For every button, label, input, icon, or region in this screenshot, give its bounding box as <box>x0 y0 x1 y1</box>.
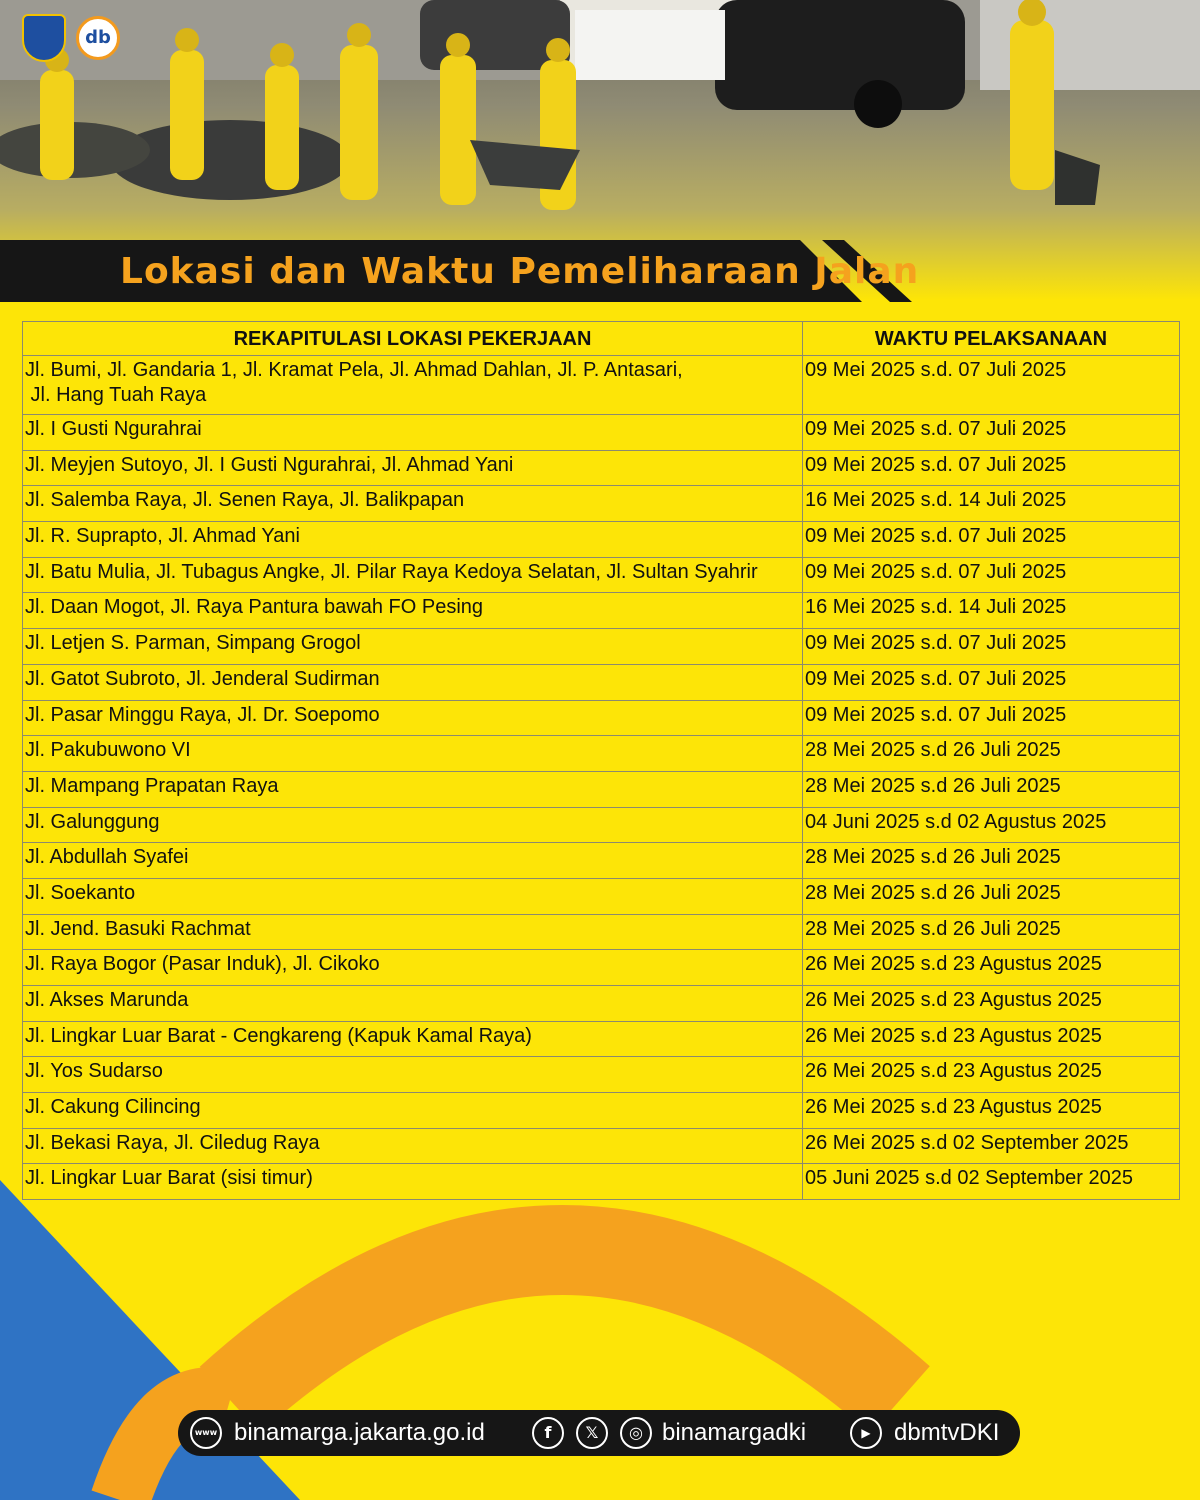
location-cell <box>23 914 803 950</box>
table-row <box>23 557 1180 593</box>
location-cell <box>23 415 803 451</box>
table-row <box>23 664 1180 700</box>
time-cell: 09 Mei 2025 s.d. 07 Juli 2025 <box>803 629 1180 665</box>
table-header-row <box>23 322 1180 356</box>
location-text: Jl. Lingkar Luar Barat - Cengkareng (Kapuk Kamal Raya) <box>25 1024 532 1047</box>
location-cell <box>23 1057 803 1093</box>
location-text: Jl. Abdullah Syafei <box>25 846 189 869</box>
time-cell: 26 Mei 2025 s.d 23 Agustus 2025 <box>803 950 1180 986</box>
location-text: Jl. Salemba Raya, Jl. Senen Raya, Jl. Balikpapan <box>25 489 465 512</box>
time-cell: 16 Mei 2025 s.d. 14 Juli 2025 <box>803 593 1180 629</box>
table-row <box>23 700 1180 736</box>
table-row <box>23 950 1180 986</box>
location-cell <box>23 950 803 986</box>
time-cell: 28 Mei 2025 s.d 26 Juli 2025 <box>803 736 1180 772</box>
time-cell: 28 Mei 2025 s.d 26 Juli 2025 <box>803 878 1180 914</box>
time-cell: 09 Mei 2025 s.d. 07 Juli 2025 <box>803 450 1180 486</box>
location-text: Jl. Akses Marunda <box>25 989 189 1011</box>
location-text: Jl. Letjen S. Parman, Simpang Grogol <box>25 632 361 655</box>
table-row <box>23 1164 1180 1200</box>
location-text: Jl. R. Suprapto, Jl. Ahmad Yani <box>25 525 300 548</box>
location-text: Jl. I Gusti Ngurahrai <box>25 418 202 440</box>
location-cell <box>23 878 803 914</box>
location-text: Jl. Bumi, Jl. Gandaria 1, Jl. Kramat Pela, Jl. Ahmad Dahlan, Jl. P. Antasari, <box>25 359 683 381</box>
location-cell <box>23 807 803 843</box>
footer-bar <box>178 1410 1020 1456</box>
location-text: Jl. Soekanto <box>25 881 136 904</box>
time-cell: 26 Mei 2025 s.d 23 Agustus 2025 <box>803 1021 1180 1057</box>
location-text: Jl. Lingkar Luar Barat (sisi timur) <box>25 1167 313 1190</box>
location-cell <box>23 843 803 879</box>
instagram-icon[interactable]: ◎ <box>620 1417 652 1449</box>
location-cell <box>23 356 803 415</box>
table-row <box>23 771 1180 807</box>
location-cell <box>23 664 803 700</box>
location-text: Jl. Jend. Basuki Rachmat <box>25 917 251 940</box>
globe-icon: www <box>190 1417 222 1449</box>
table-row <box>23 986 1180 1022</box>
table-row <box>23 415 1180 451</box>
location-text-line2: Jl. Hang Tuah Raya <box>25 384 207 406</box>
time-cell: 26 Mei 2025 s.d 23 Agustus 2025 <box>803 986 1180 1022</box>
table-row <box>23 1093 1180 1129</box>
table-row <box>23 486 1180 522</box>
table-row <box>23 356 1180 415</box>
table-row <box>23 450 1180 486</box>
location-text: Jl. Mampang Prapatan Raya <box>25 774 279 797</box>
location-cell <box>23 1021 803 1057</box>
time-cell: 28 Mei 2025 s.d 26 Juli 2025 <box>803 914 1180 950</box>
location-cell <box>23 1093 803 1129</box>
location-text: Jl. Gatot Subroto, Jl. Jenderal Sudirman <box>25 667 380 690</box>
location-text: Jl. Bekasi Raya, Jl. Ciledug Raya <box>25 1131 320 1154</box>
location-text: Jl. Meyjen Sutoyo, Jl. I Gusti Ngurahrai, Jl. Ahmad Yani <box>25 453 514 476</box>
column-header-location: REKAPITULASI LOKASI PEKERJAAN <box>23 322 803 356</box>
location-cell <box>23 450 803 486</box>
time-cell: 28 Mei 2025 s.d 26 Juli 2025 <box>803 771 1180 807</box>
location-cell <box>23 522 803 558</box>
schedule-table <box>22 321 1180 1200</box>
time-cell: 26 Mei 2025 s.d 23 Agustus 2025 <box>803 1093 1180 1129</box>
location-cell <box>23 986 803 1022</box>
column-header-time: WAKTU PELAKSANAAN <box>803 322 1180 356</box>
table-row <box>23 1057 1180 1093</box>
website-link[interactable]: binamarga.jakarta.go.id <box>234 1419 485 1446</box>
location-cell <box>23 700 803 736</box>
table-row <box>23 914 1180 950</box>
table-row <box>23 878 1180 914</box>
time-cell: 05 Juni 2025 s.d 02 September 2025 <box>803 1164 1180 1200</box>
table-body <box>23 356 1180 1200</box>
table-row <box>23 843 1180 879</box>
location-cell <box>23 629 803 665</box>
location-text: Jl. Daan Mogot, Jl. Raya Pantura bawah FO Pesing <box>25 596 484 619</box>
table-row <box>23 593 1180 629</box>
facebook-icon[interactable]: f <box>532 1417 564 1449</box>
schedule-table-container <box>22 321 1179 1200</box>
time-cell: 28 Mei 2025 s.d 26 Juli 2025 <box>803 843 1180 879</box>
time-cell: 26 Mei 2025 s.d 23 Agustus 2025 <box>803 1057 1180 1093</box>
location-cell <box>23 557 803 593</box>
location-cell <box>23 486 803 522</box>
location-text: Jl. Cakung Cilincing <box>25 1096 201 1119</box>
time-cell: 09 Mei 2025 s.d. 07 Juli 2025 <box>803 415 1180 451</box>
table-row <box>23 629 1180 665</box>
time-cell: 09 Mei 2025 s.d. 07 Juli 2025 <box>803 522 1180 558</box>
social-handle[interactable]: binamargadki <box>662 1419 807 1446</box>
location-text: Jl. Yos Sudarso <box>25 1060 163 1083</box>
page-title: Lokasi dan Waktu Pemeliharaan Jalan <box>120 251 920 292</box>
location-cell <box>23 736 803 772</box>
time-cell: 04 Juni 2025 s.d 02 Agustus 2025 <box>803 807 1180 843</box>
x-icon[interactable]: 𝕏 <box>576 1417 608 1449</box>
table-row <box>23 1128 1180 1164</box>
table-row <box>23 807 1180 843</box>
bina-marga-logo-icon: db <box>76 16 120 60</box>
table-row <box>23 736 1180 772</box>
time-cell: 09 Mei 2025 s.d. 07 Juli 2025 <box>803 700 1180 736</box>
location-text: Jl. Galunggung <box>25 810 160 833</box>
time-cell: 09 Mei 2025 s.d. 07 Juli 2025 <box>803 356 1180 415</box>
youtube-handle[interactable]: dbmtvDKI <box>894 1419 1000 1446</box>
location-cell <box>23 1128 803 1164</box>
location-text: Jl. Pakubuwono VI <box>25 739 191 762</box>
table-row <box>23 522 1180 558</box>
location-cell <box>23 1164 803 1200</box>
time-cell: 26 Mei 2025 s.d 02 September 2025 <box>803 1128 1180 1164</box>
location-text: Jl. Batu Mulia, Jl. Tubagus Angke, Jl. Pilar Raya Kedoya Selatan, Jl. Sultan Syahrir <box>25 560 758 583</box>
location-cell <box>23 771 803 807</box>
time-cell: 09 Mei 2025 s.d. 07 Juli 2025 <box>803 557 1180 593</box>
youtube-icon[interactable]: ▶ <box>850 1417 882 1449</box>
table-row <box>23 1021 1180 1057</box>
time-cell: 16 Mei 2025 s.d. 14 Juli 2025 <box>803 486 1180 522</box>
location-text: Jl. Raya Bogor (Pasar Induk), Jl. Cikoko <box>25 953 380 976</box>
location-text: Jl. Pasar Minggu Raya, Jl. Dr. Soepomo <box>25 703 380 726</box>
location-cell <box>23 593 803 629</box>
time-cell: 09 Mei 2025 s.d. 07 Juli 2025 <box>803 664 1180 700</box>
